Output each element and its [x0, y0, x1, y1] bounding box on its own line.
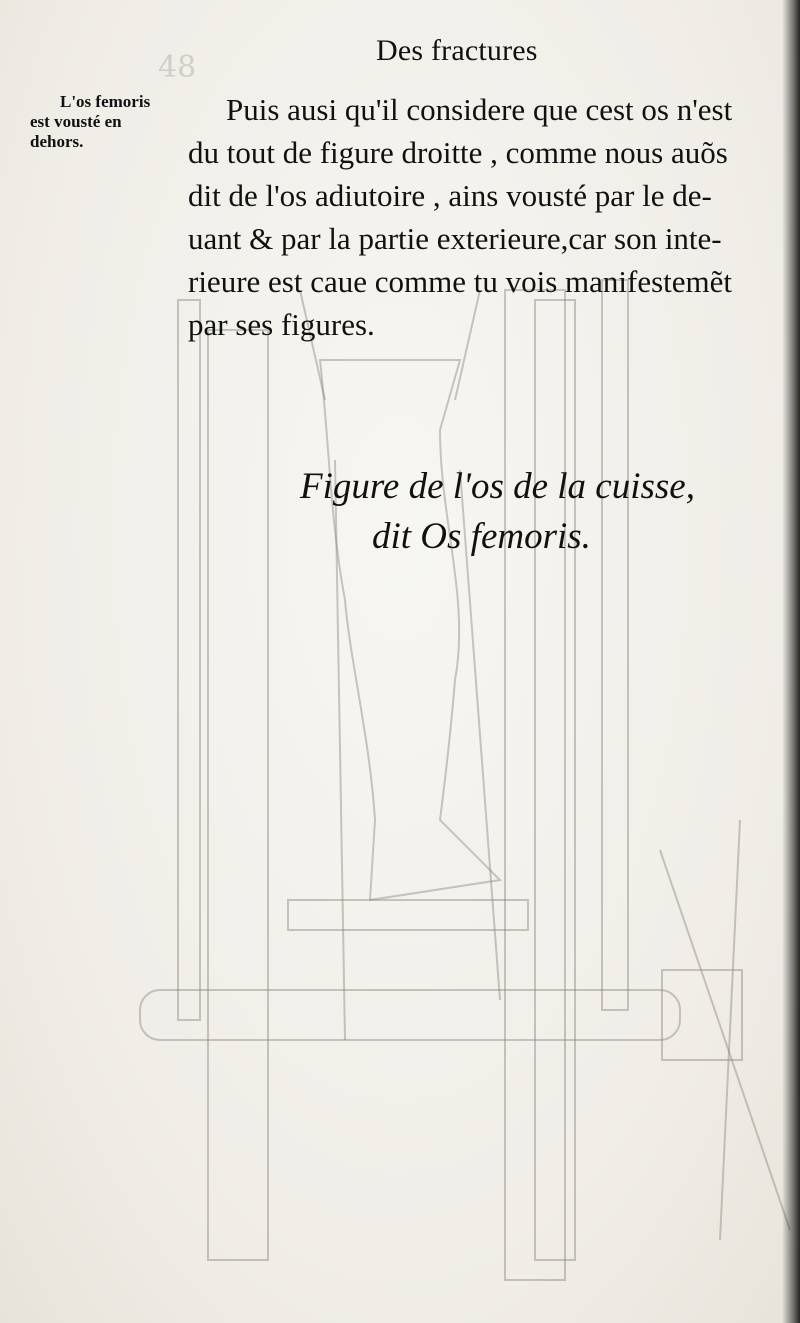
caption-line: Figure de l'os de la cuisse, [300, 466, 695, 507]
body-paragraph [188, 88, 788, 346]
body-line: rieure est caue comme tu vois manifestemẽt [188, 264, 733, 299]
body-line: par ses figures. [188, 307, 375, 342]
marginal-note-line: L'os femoris [60, 92, 151, 111]
body-line: dit de l'os adiutoire , ains vousté par le de- [188, 178, 712, 213]
caption-line: dit Os femoris. [372, 516, 591, 557]
marginal-note [30, 92, 180, 152]
marginal-note-line: dehors. [30, 132, 84, 151]
show-through-folio: 48 [158, 50, 197, 85]
body-line: uant & par la partie exterieure,car son inte- [188, 221, 722, 256]
body-line: du tout de figure droitte , comme nous auõs [188, 135, 728, 170]
marginal-note-line: est vousté en [30, 112, 122, 131]
body-line: Puis ausi qu'il considere que cest os n'est [226, 92, 733, 127]
running-head: Des fractures [376, 34, 538, 67]
figure-caption [300, 462, 695, 562]
